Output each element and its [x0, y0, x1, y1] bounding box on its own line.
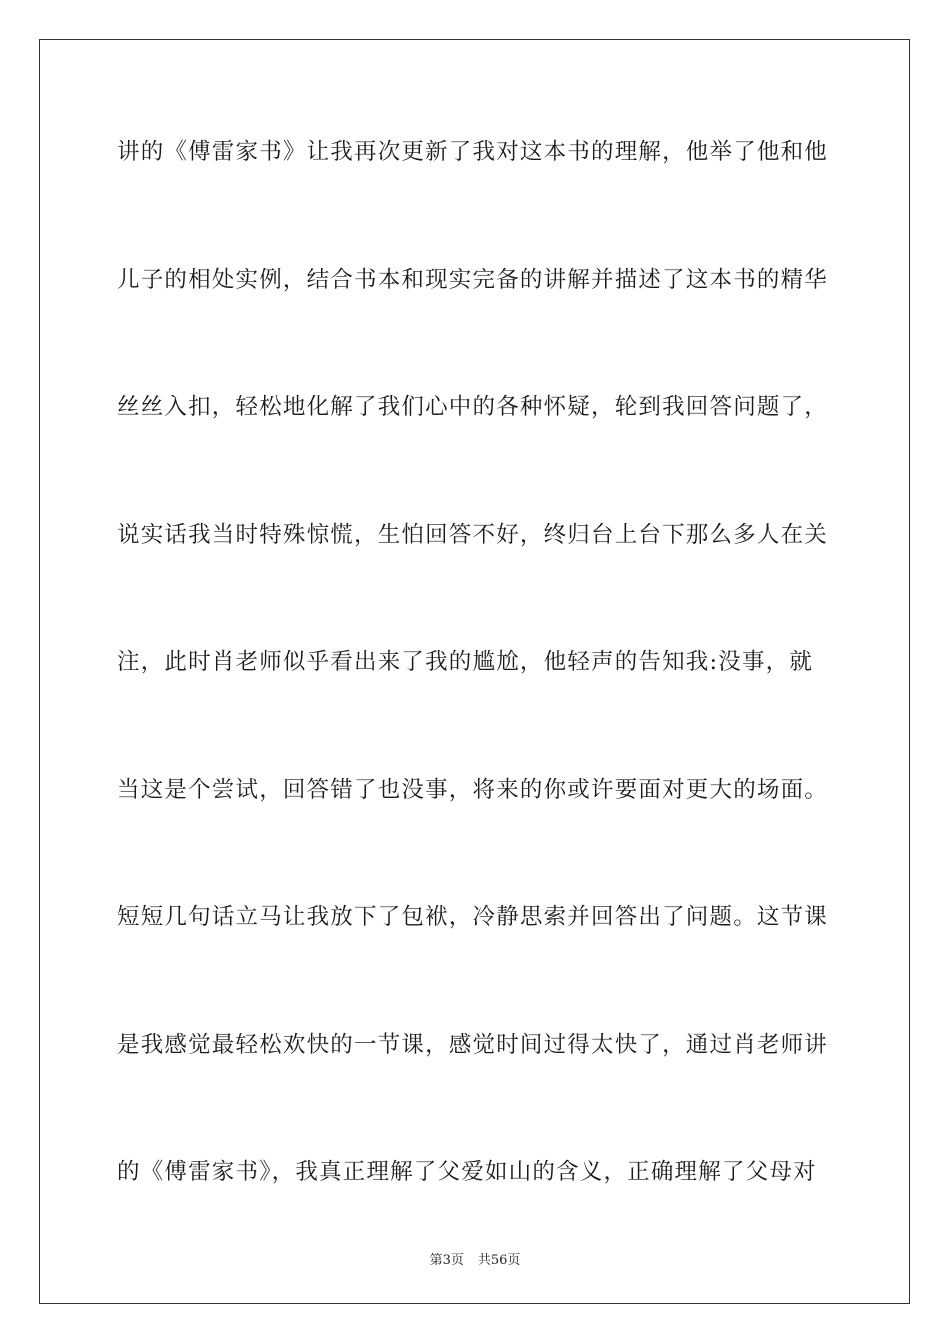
text-line: 儿子的相处实例，结合书本和现实完备的讲解并描述了这本书的精华: [117, 266, 829, 293]
text-line: 丝丝入扣，轻松地化解了我们心中的各种怀疑，轮到我回答问题了，: [117, 394, 829, 420]
text-line: 短短几句话立马让我放下了包袱，冷静思索并回答出了问题。这节课: [117, 904, 829, 930]
page-number: 第3页: [429, 1253, 464, 1268]
text-line: 的《傅雷家书》，我真正理解了父爱如山的含义，正确理解了父母对: [117, 1159, 817, 1185]
document-body: [117, 124, 837, 1272]
text-line: 说实话我当时特殊惊慌，生怕回答不好，终归台上台下那么多人在关: [117, 521, 829, 548]
text-line: 注，此时肖老师似乎看出来了我的尴尬，他轻声的告知我:没事，就: [117, 649, 814, 675]
text-line: 讲的《傅雷家书》让我再次更新了我对这本书的理解，他举了他和他: [117, 139, 829, 165]
page-footer: [0, 1249, 950, 1268]
total-pages: 共56页: [477, 1253, 521, 1268]
text-line: 当这是个尝试，回答错了也没事，将来的你或许要面对更大的场面。: [117, 776, 829, 803]
text-line: 是我感觉最轻松欢快的一节课，感觉时间过得太快了，通过肖老师讲: [117, 1031, 829, 1058]
